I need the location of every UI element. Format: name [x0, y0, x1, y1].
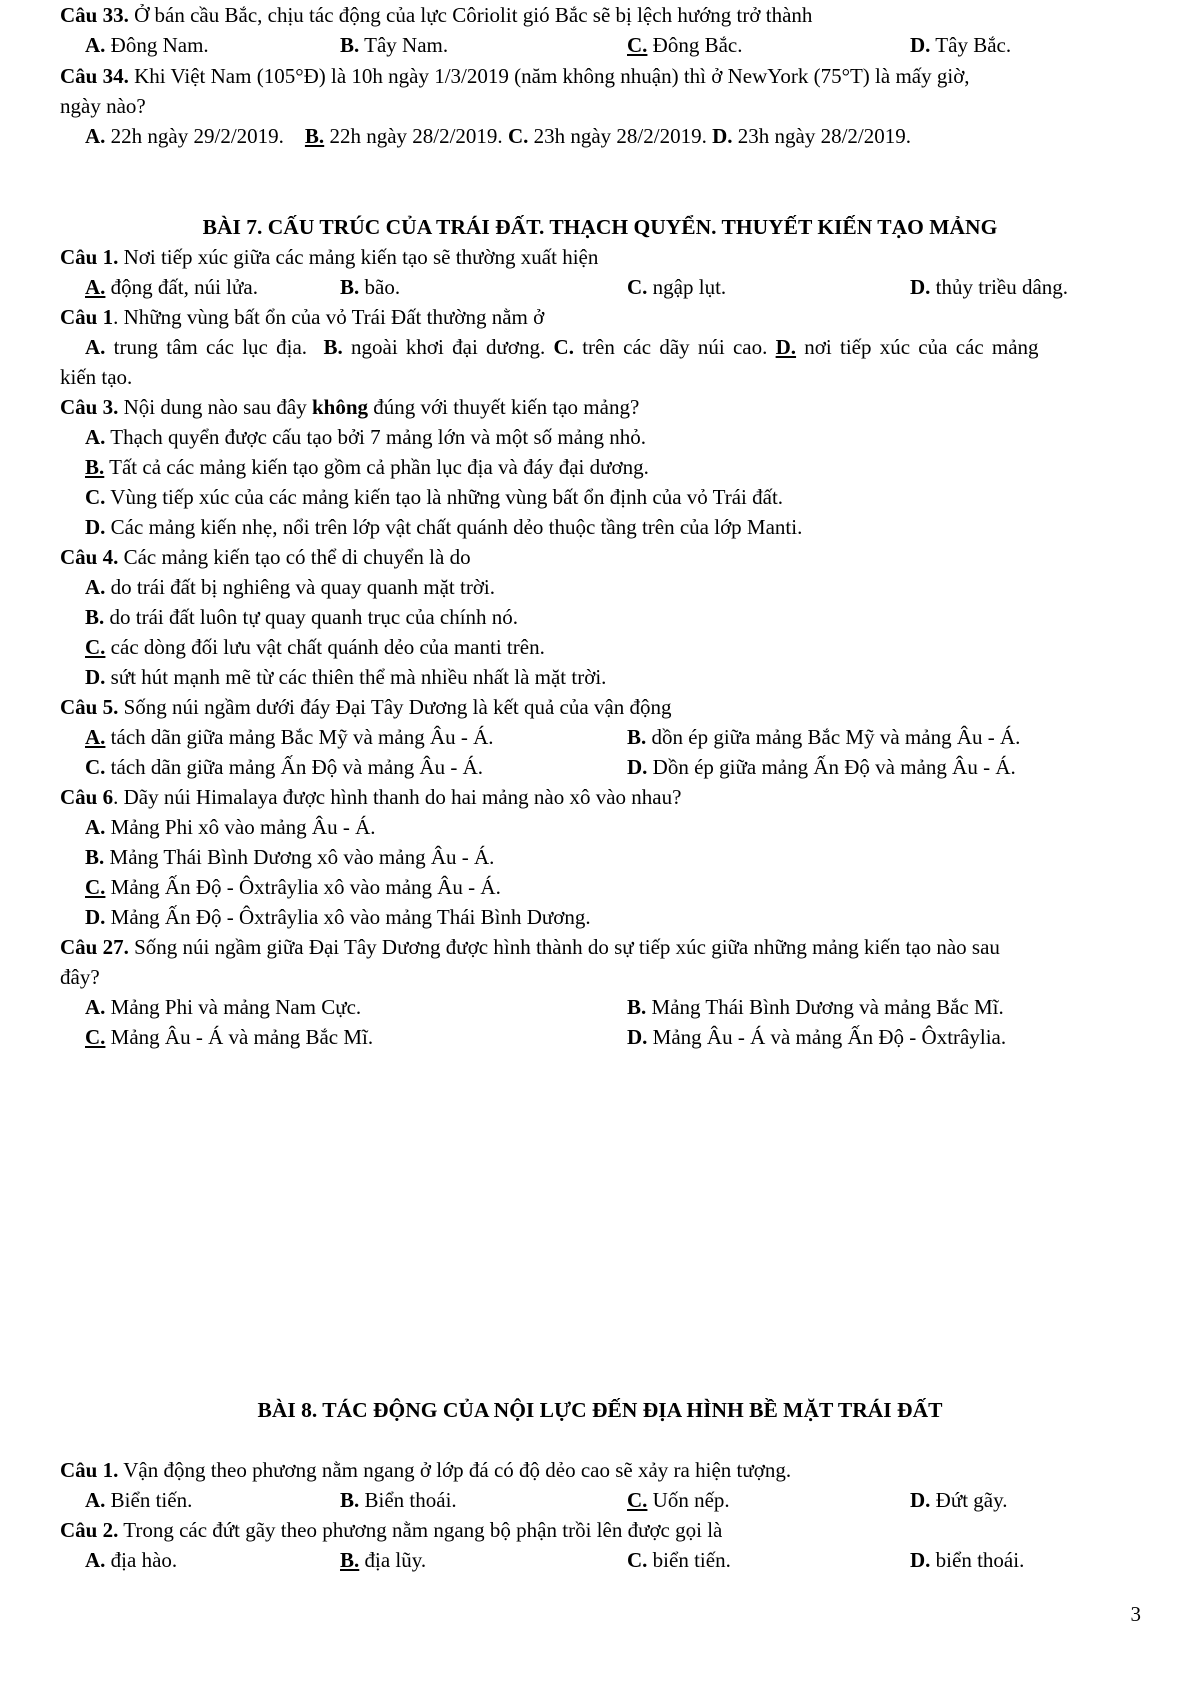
bai8-q1-option-c: C. Uốn nếp. [627, 1488, 730, 1512]
section-title-bai-7: BÀI 7. CẤU TRÚC CỦA TRÁI ĐẤT. THẠCH QUYỂN. THUYẾT KIẾN TẠO MẢNG [202, 215, 998, 239]
bai7-q4-option-b: B. do trái đất luôn tự quay quanh trục của chính nó. [85, 605, 519, 629]
q33-option-b: B. Tây Nam. [340, 33, 449, 57]
bai7-q5-option-d: D. Dồn ép giữa mảng Ấn Độ và mảng Âu - Á. [627, 755, 1016, 779]
bai7-q1-option-c: C. ngập lụt. [627, 275, 727, 299]
bai7-q1b-options: A. trung tâm các lục địa. B. ngoài khơi đại dương. C. trên các dãy núi cao. D. nơi tiếp xúc của các mảng [85, 335, 1039, 359]
page-number: 3 [1130, 1602, 1141, 1626]
bai7-q27-option-b: B. Mảng Thái Bình Dương và mảng Bắc Mĩ. [627, 995, 1004, 1019]
bai7-question-1b: Câu 1. Những vùng bất ổn của vỏ Trái Đất thường nằm ở [60, 305, 545, 329]
bai7-question-1: Câu 1. Nơi tiếp xúc giữa các mảng kiến tạo sẽ thường xuất hiện [60, 245, 599, 269]
section-title-bai-8: BÀI 8. TÁC ĐỘNG CỦA NỘI LỰC ĐẾN ĐỊA HÌNH BỀ MẶT TRÁI ĐẤT [257, 1398, 943, 1422]
question-34: Câu 34. Khi Việt Nam (105°Đ) là 10h ngày 1/3/2019 (năm không nhuận) thì ở NewYork (75°T) là mấy giờ, [60, 64, 970, 88]
bai7-question-6: Câu 6. Dãy núi Himalaya được hình thanh do hai mảng nào xô vào nhau? [60, 785, 682, 809]
q33-option-c: C. Đông Bắc. [627, 33, 743, 57]
bai7-q1-option-d: D. thủy triều dâng. [910, 275, 1069, 299]
bai7-q4-option-d: D. sứt hút mạnh mẽ từ các thiên thể mà nhiều nhất là mặt trời. [85, 665, 607, 689]
bai8-q2-option-c: C. biển tiến. [627, 1548, 731, 1572]
question-33: Câu 33. Ở bán cầu Bắc, chịu tác động của lực Côriolit gió Bắc sẽ bị lệch hướng trở thành [60, 3, 813, 27]
q33-option-a: A. Đông Nam. [85, 33, 209, 57]
bai7-question-27: Câu 27. Sống núi ngầm giữa Đại Tây Dương được hình thành do sự tiếp xúc giữa những mảng kiến tạo nào sau [60, 935, 1000, 959]
bai7-question-27-cont: đây? [60, 965, 100, 989]
bai7-question-4: Câu 4. Các mảng kiến tạo có thể di chuyển là do [60, 545, 471, 569]
bai8-q2-option-d: D. biển thoái. [910, 1548, 1025, 1572]
bai7-q3-option-b: B. Tất cả các mảng kiến tạo gồm cả phần lục địa và đáy đại dương. [85, 455, 649, 479]
bai8-question-2: Câu 2. Trong các đứt gãy theo phương nằm ngang bộ phận trồi lên được gọi là [60, 1518, 723, 1542]
bai8-question-1: Câu 1. Vận động theo phương nằm ngang ở lớp đá có độ dẻo cao sẽ xảy ra hiện tượng. [60, 1458, 792, 1482]
bai7-q6-option-b: B. Mảng Thái Bình Dương xô vào mảng Âu - Á. [85, 845, 495, 869]
bai7-question-5: Câu 5. Sống núi ngầm dưới đáy Đại Tây Dương là kết quả của vận động [60, 695, 672, 719]
bai7-q1-option-a: A. động đất, núi lửa. [85, 275, 258, 299]
bai8-q2-option-a: A. địa hào. [85, 1548, 178, 1572]
q33-option-d: D. Tây Bắc. [910, 33, 1012, 57]
bai7-q5-option-a: A. tách dãn giữa mảng Bắc Mỹ và mảng Âu - Á. [85, 725, 494, 749]
bai7-q1-option-b: B. bão. [340, 275, 401, 299]
bai7-q5-option-c: C. tách dãn giữa mảng Ấn Độ và mảng Âu - Á. [85, 755, 484, 779]
bai7-q27-option-a: A. Mảng Phi và mảng Nam Cực. [85, 995, 362, 1019]
bai7-q3-option-d: D. Các mảng kiến nhẹ, nổi trên lớp vật chất quánh dẻo thuộc tầng trên của lớp Manti. [85, 515, 803, 539]
bai8-q2-option-b: B. địa lũy. [340, 1548, 427, 1572]
bai7-q6-option-d: D. Mảng Ấn Độ - Ôxtrâylia xô vào mảng Thái Bình Dương. [85, 905, 591, 929]
bai7-q1b-option-d-cont: kiến tạo. [60, 365, 133, 389]
bai7-q6-option-a: A. Mảng Phi xô vào mảng Âu - Á. [85, 815, 376, 839]
bai7-q6-option-c: C. Mảng Ấn Độ - Ôxtrâylia xô vào mảng Âu - Á. [85, 875, 501, 899]
bai8-q1-option-d: D. Đứt gãy. [910, 1488, 1008, 1512]
bai7-q27-option-c: C. Mảng Âu - Á và mảng Bắc Mĩ. [85, 1025, 374, 1049]
bai7-q3-option-c: C. Vùng tiếp xúc của các mảng kiến tạo là những vùng bất ổn định của vỏ Trái đất. [85, 485, 784, 509]
question-34-cont: ngày nào? [60, 94, 146, 118]
bai7-q4-option-c: C. các dòng đối lưu vật chất quánh dẻo của manti trên. [85, 635, 545, 659]
bai7-question-3: Câu 3. Nội dung nào sau đây không đúng với thuyết kiến tạo mảng? [60, 395, 640, 419]
bai8-q1-option-b: B. Biển thoái. [340, 1488, 457, 1512]
bai7-q3-option-a: A. Thạch quyển được cấu tạo bởi 7 mảng lớn và một số mảng nhỏ. [85, 425, 647, 449]
bai7-q5-option-b: B. dồn ép giữa mảng Bắc Mỹ và mảng Âu - Á. [627, 725, 1021, 749]
bai7-q27-option-d: D. Mảng Âu - Á và mảng Ấn Độ - Ôxtrâylia. [627, 1025, 1007, 1049]
bai8-q1-option-a: A. Biển tiến. [85, 1488, 193, 1512]
bai7-q4-option-a: A. do trái đất bị nghiêng và quay quanh mặt trời. [85, 575, 496, 599]
q34-options: A. 22h ngày 29/2/2019. B. 22h ngày 28/2/2019. C. 23h ngày 28/2/2019. D. 23h ngày 28/2/2019. [85, 124, 912, 148]
